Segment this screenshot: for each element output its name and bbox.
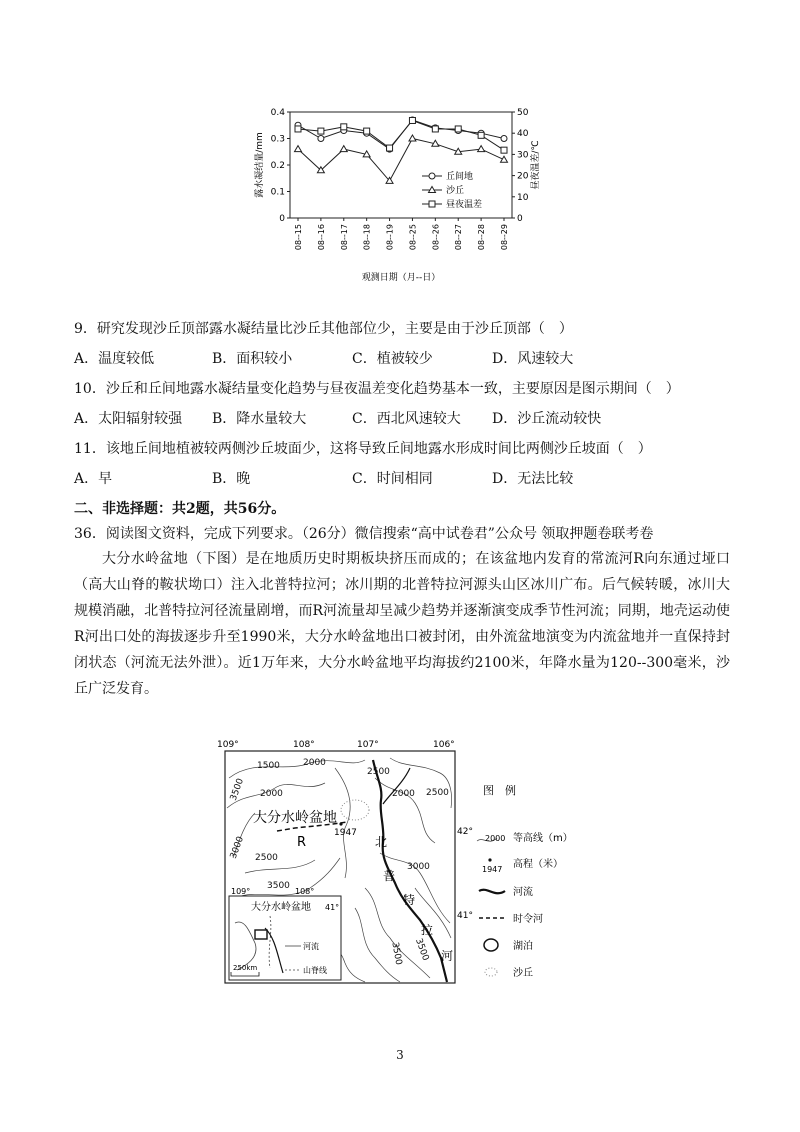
x-tick-label: 08--19 [385, 224, 395, 251]
inset-map [229, 887, 341, 980]
map-legend [477, 783, 573, 979]
point-marker [455, 126, 461, 132]
passage: 大分水岭盆地（下图）是在地质历史时期板块挤压而成的；在该盆地内发育的常流河R向东通过垭口（高大山脊的鞍状坳口）注入北普特拉河；冰川期的北普特拉河源头山区冰川广布。后气候转暖，冰川大规模消融，北普特拉河径流量剧增，而R河流量却呈减少趋势并逐渐演变成季节性河流；同期，地壳运动使R河出口处的海拔逐步升至1990米，大分水岭盆地出口被封闭，由外流盆地演变为内流盆地并一直保持封闭状态（河流无法外泄）。近1万年来，大分水岭盆地平均海拔约2100米，年降水量为120--300毫米，沙丘广泛发育。 [74, 551, 730, 697]
section-2-heading: 二、非选择题：共2题，共56分。 [74, 501, 286, 517]
point-marker [409, 135, 416, 141]
contour-label: 3500 [389, 941, 404, 966]
y-tick-label: 0 [279, 214, 285, 224]
point-marker [318, 136, 324, 142]
point-marker [478, 132, 484, 138]
legend-contour: 等高线（m） [513, 833, 573, 844]
legend-label: 昼夜温差 [446, 200, 483, 210]
y2-axis-label: 昼夜温差/℃ [531, 140, 541, 190]
lon-label-109: 109° [217, 740, 239, 750]
q11-option-a: A．早 [74, 471, 113, 487]
q11-option-b: B．晚 [212, 471, 251, 487]
contour-label: 2000 [392, 789, 415, 799]
contour-label: 2500 [255, 853, 278, 863]
elevation-point [339, 822, 342, 825]
legend-contour-sample: 2000 [485, 834, 506, 843]
lon-label-107: 107° [357, 740, 379, 750]
legend-marker [429, 173, 435, 179]
contour-label: 2500 [426, 788, 449, 798]
legend-river: 河流 [513, 887, 533, 898]
inset-river-label: 河流 [303, 942, 319, 951]
inset-ridge-label: 山脊线 [303, 966, 327, 975]
q10-option-c: C．西北风速较大 [352, 411, 461, 427]
legend-dune: 沙丘 [513, 968, 533, 979]
series-line-1 [298, 139, 504, 181]
page-number: 3 [396, 1048, 404, 1062]
point-marker [501, 147, 507, 153]
point-marker [295, 126, 301, 132]
y2-tick-label: 0 [517, 214, 523, 224]
point-marker [409, 117, 415, 123]
q11-option-d: D．无法比较 [492, 471, 574, 487]
y-tick-label: 0.4 [270, 108, 285, 118]
inset-title: 大分水岭盆地 [251, 902, 311, 913]
contour-label: 3000 [228, 835, 247, 861]
inset-lat-41: 41° [325, 903, 340, 912]
basin-map [215, 738, 595, 988]
q9-option-b: B．面积较小 [212, 351, 293, 367]
legend-seasonal: 时令河 [513, 914, 543, 925]
x-tick-label: 08--27 [454, 224, 464, 251]
inset-lon-108: 108° [295, 887, 315, 896]
dune-patch [341, 800, 369, 820]
lat-label-42: 42° [457, 827, 473, 837]
q10-option-a: A．太阳辐射较强 [74, 411, 183, 427]
y2-tick-label: 50 [517, 108, 529, 118]
x-tick-label: 08--28 [477, 224, 487, 251]
question-36-stem: 36．阅读图文资料，完成下列要求。（26分）微信搜索“高中试卷君”公众号 领取押题卷联考卷 [74, 526, 654, 542]
legend-label: 丘间地 [446, 172, 474, 182]
river-char: 特 [403, 893, 416, 907]
y2-tick-label: 30 [517, 150, 529, 161]
y-axis-label: 露水凝结量/mm [255, 132, 265, 198]
q10-option-d: D．沙丘流动较快 [492, 411, 602, 427]
q9-option-d: D．风速较大 [492, 351, 574, 367]
point-marker [432, 126, 438, 132]
y-tick-label: 0.1 [270, 187, 285, 198]
y-tick-label: 0.3 [270, 134, 285, 145]
x-tick-label: 08--17 [339, 224, 349, 251]
point-marker [501, 156, 508, 162]
question-10-stem: 10．沙丘和丘间地露水凝结量变化趋势与昼夜温差变化趋势基本一致，主要原因是图示期间（ ） [74, 381, 680, 397]
basin-name: 大分水岭盆地 [253, 810, 337, 826]
point-marker [318, 128, 324, 134]
dew-chart [250, 100, 560, 300]
contour-label: 1500 [257, 761, 280, 771]
contour-label: 3500 [267, 881, 290, 891]
point-marker [341, 124, 347, 130]
contour-label: 2000 [303, 758, 326, 768]
point-marker [295, 146, 302, 152]
x-axis-label: 观测日期（月--日） [361, 273, 441, 283]
q9-option-a: A．温度较低 [74, 351, 155, 367]
point-marker [340, 146, 347, 152]
lon-label-108: 108° [293, 740, 315, 750]
inset-lon-109: 109° [231, 887, 251, 896]
lat-label-41: 41° [457, 911, 473, 921]
x-tick-label: 08--15 [294, 224, 303, 251]
contour-label: 2000 [260, 789, 283, 799]
river-char: 北 [375, 835, 388, 849]
question-9-stem: 9．研究发现沙丘顶部露水凝结量比沙丘其他部位少，主要是由于沙丘顶部（ ） [74, 321, 573, 337]
y2-tick-label: 10 [517, 192, 529, 203]
river-char: 河 [441, 949, 454, 963]
river-char: 拉 [421, 923, 434, 937]
contour-label: 2500 [367, 767, 390, 777]
legend-elev: 高程（米） [513, 859, 563, 870]
point-marker [501, 136, 507, 142]
point-marker [364, 128, 370, 134]
legend-elev-sample: 1947 [482, 865, 503, 874]
x-tick-label: 08--25 [408, 224, 418, 251]
y2-tick-label: 20 [517, 171, 529, 182]
river-r-label: R [297, 835, 307, 850]
q10-option-b: B．降水量较大 [212, 411, 307, 427]
x-tick-label: 08--26 [431, 224, 441, 251]
x-tick-label: 08--29 [500, 224, 509, 251]
x-tick-label: 08--16 [316, 224, 326, 251]
legend-lake: 湖泊 [513, 941, 533, 952]
legend-title: 图 例 [483, 784, 516, 797]
contour-label: 3000 [407, 862, 430, 872]
y-tick-label: 0.2 [270, 161, 285, 171]
lon-label-106: 106° [433, 740, 455, 750]
point-marker [387, 145, 393, 151]
contour-label: 3500 [413, 937, 431, 963]
elevation-label: 1947 [334, 828, 357, 838]
y2-tick-label: 40 [517, 129, 529, 140]
legend-marker [429, 201, 435, 207]
q11-option-c: C．时间相同 [352, 471, 433, 487]
contour-label: 3500 [228, 777, 247, 803]
x-tick-label: 08--18 [362, 224, 372, 251]
question-11-stem: 11．该地丘间地植被较两侧沙丘坡面少，这将导致丘间地露水形成时间比两侧沙丘坡面（ ） [74, 441, 652, 457]
q9-option-c: C．植被较少 [352, 351, 433, 367]
inset-scale: 250km [233, 964, 258, 972]
legend-label: 沙丘 [446, 186, 465, 196]
point-marker [478, 146, 485, 152]
river-char: 普 [383, 869, 396, 883]
